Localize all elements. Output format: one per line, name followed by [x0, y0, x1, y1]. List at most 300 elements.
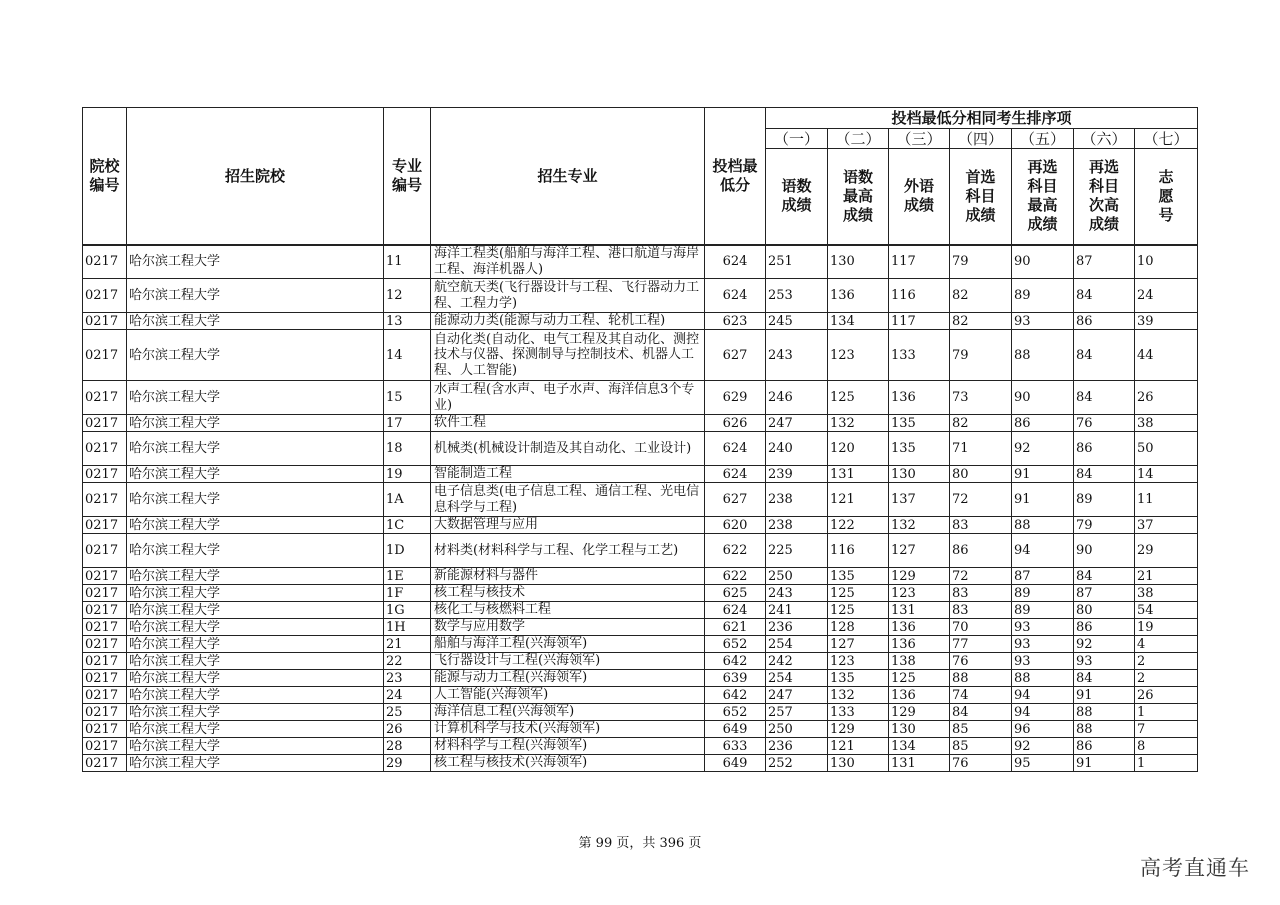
tiebreak-cell: 246: [766, 381, 828, 415]
tiebreak-cell: 50: [1135, 432, 1198, 466]
tiebreak-cell: 254: [766, 636, 828, 653]
min-score-cell: 624: [705, 432, 766, 466]
major-name-cell: 电子信息类(电子信息工程、通信工程、光电信息科学与工程): [431, 483, 705, 517]
major-name-cell: 大数据管理与应用: [431, 517, 705, 534]
major-name-cell: 能源与动力工程(兴海领军): [431, 670, 705, 687]
major-code-cell: 28: [384, 738, 431, 755]
major-name-cell: 航空航天类(飞行器设计与工程、飞行器动力工程、工程力学): [431, 279, 705, 313]
school-code-cell: 0217: [83, 415, 127, 432]
tiebreak-cell: 130: [889, 466, 950, 483]
tiebreak-cell: 250: [766, 568, 828, 585]
tiebreak-cell: 125: [828, 381, 889, 415]
tiebreak-cell: 93: [1012, 636, 1074, 653]
tiebreak-cell: 122: [828, 517, 889, 534]
tiebreak-cell: 132: [889, 517, 950, 534]
tiebreak-cell: 123: [828, 330, 889, 381]
tiebreak-cell: 130: [828, 755, 889, 772]
school-name-cell: 哈尔滨工程大学: [127, 738, 384, 755]
tiebreak-cell: 240: [766, 432, 828, 466]
major-name-cell: 数学与应用数学: [431, 619, 705, 636]
table-body: [83, 245, 1198, 772]
school-name-cell: 哈尔滨工程大学: [127, 534, 384, 568]
major-code-cell: 17: [384, 415, 431, 432]
min-score-cell: 622: [705, 534, 766, 568]
table-row: [83, 585, 1198, 602]
tiebreak-cell: 116: [889, 279, 950, 313]
tiebreak-cell: 90: [1012, 381, 1074, 415]
header-tiebreak-number: （四）: [950, 129, 1012, 149]
tiebreak-cell: 116: [828, 534, 889, 568]
tiebreak-cell: 10: [1135, 245, 1198, 279]
school-name-cell: 哈尔滨工程大学: [127, 602, 384, 619]
header-tiebreak-label: 首选科目成绩: [950, 149, 1012, 245]
tiebreak-cell: 133: [889, 330, 950, 381]
tiebreak-cell: 131: [889, 602, 950, 619]
tiebreak-cell: 76: [1074, 415, 1135, 432]
tiebreak-cell: 26: [1135, 381, 1198, 415]
table-row: [83, 245, 1198, 279]
min-score-cell: 627: [705, 330, 766, 381]
school-code-cell: 0217: [83, 279, 127, 313]
tiebreak-cell: 7: [1135, 721, 1198, 738]
table-row: [83, 568, 1198, 585]
school-code-cell: 0217: [83, 670, 127, 687]
tiebreak-cell: 131: [828, 466, 889, 483]
major-name-cell: 材料类(材料科学与工程、化学工程与工艺): [431, 534, 705, 568]
major-name-cell: 核工程与核技术(兴海领军): [431, 755, 705, 772]
tiebreak-cell: 93: [1012, 313, 1074, 330]
school-code-cell: 0217: [83, 585, 127, 602]
school-name-cell: 哈尔滨工程大学: [127, 568, 384, 585]
major-code-cell: 1F: [384, 585, 431, 602]
major-name-cell: 软件工程: [431, 415, 705, 432]
tiebreak-cell: 91: [1012, 483, 1074, 517]
major-name-cell: 飞行器设计与工程(兴海领军): [431, 653, 705, 670]
major-code-cell: 22: [384, 653, 431, 670]
tiebreak-cell: 82: [950, 313, 1012, 330]
tiebreak-cell: 80: [1074, 602, 1135, 619]
min-score-cell: 625: [705, 585, 766, 602]
tiebreak-cell: 39: [1135, 313, 1198, 330]
admission-score-table: [82, 107, 1198, 772]
tiebreak-cell: 123: [828, 653, 889, 670]
tiebreak-cell: 89: [1012, 602, 1074, 619]
min-score-cell: 652: [705, 636, 766, 653]
school-code-cell: 0217: [83, 466, 127, 483]
tiebreak-cell: 54: [1135, 602, 1198, 619]
header-tiebreak-number: （三）: [889, 129, 950, 149]
school-code-cell: 0217: [83, 483, 127, 517]
major-code-cell: 15: [384, 381, 431, 415]
major-code-cell: 11: [384, 245, 431, 279]
school-code-cell: 0217: [83, 245, 127, 279]
school-name-cell: 哈尔滨工程大学: [127, 585, 384, 602]
tiebreak-cell: 129: [889, 568, 950, 585]
school-code-cell: 0217: [83, 517, 127, 534]
tiebreak-cell: 128: [828, 619, 889, 636]
major-code-cell: 14: [384, 330, 431, 381]
table-row: [83, 381, 1198, 415]
tiebreak-cell: 135: [889, 415, 950, 432]
header-tiebreak-label: 外语成绩: [889, 149, 950, 245]
tiebreak-cell: 91: [1012, 466, 1074, 483]
major-code-cell: 1D: [384, 534, 431, 568]
tiebreak-cell: 19: [1135, 619, 1198, 636]
tiebreak-cell: 86: [1012, 415, 1074, 432]
tiebreak-cell: 243: [766, 330, 828, 381]
major-code-cell: 25: [384, 704, 431, 721]
tiebreak-cell: 247: [766, 687, 828, 704]
school-code-cell: 0217: [83, 534, 127, 568]
school-name-cell: 哈尔滨工程大学: [127, 670, 384, 687]
header-school-name: 招生院校: [127, 108, 384, 245]
min-score-cell: 624: [705, 466, 766, 483]
tiebreak-cell: 137: [889, 483, 950, 517]
header-tiebreak-group: 投档最低分相同考生排序项: [766, 108, 1198, 129]
tiebreak-cell: 225: [766, 534, 828, 568]
school-code-cell: 0217: [83, 619, 127, 636]
school-name-cell: 哈尔滨工程大学: [127, 432, 384, 466]
tiebreak-cell: 125: [828, 585, 889, 602]
major-code-cell: 1H: [384, 619, 431, 636]
min-score-cell: 629: [705, 381, 766, 415]
tiebreak-cell: 138: [889, 653, 950, 670]
tiebreak-cell: 82: [950, 415, 1012, 432]
school-name-cell: 哈尔滨工程大学: [127, 687, 384, 704]
tiebreak-cell: 76: [950, 653, 1012, 670]
min-score-cell: 627: [705, 483, 766, 517]
table-row: [83, 636, 1198, 653]
tiebreak-cell: 85: [950, 721, 1012, 738]
major-code-cell: 23: [384, 670, 431, 687]
tiebreak-cell: 245: [766, 313, 828, 330]
school-name-cell: 哈尔滨工程大学: [127, 653, 384, 670]
tiebreak-cell: 26: [1135, 687, 1198, 704]
tiebreak-cell: 89: [1012, 585, 1074, 602]
tiebreak-cell: 90: [1074, 534, 1135, 568]
major-name-cell: 海洋工程类(船舶与海洋工程、港口航道与海岸工程、海洋机器人): [431, 245, 705, 279]
tiebreak-cell: 253: [766, 279, 828, 313]
tiebreak-cell: 89: [1074, 483, 1135, 517]
major-name-cell: 核工程与核技术: [431, 585, 705, 602]
school-name-cell: 哈尔滨工程大学: [127, 466, 384, 483]
tiebreak-cell: 8: [1135, 738, 1198, 755]
tiebreak-cell: 80: [950, 466, 1012, 483]
tiebreak-cell: 93: [1012, 619, 1074, 636]
tiebreak-cell: 84: [1074, 670, 1135, 687]
major-name-cell: 材料科学与工程(兴海领军): [431, 738, 705, 755]
tiebreak-cell: 14: [1135, 466, 1198, 483]
table-row: [83, 687, 1198, 704]
header-school-code: 院校编号: [83, 108, 127, 245]
major-name-cell: 船舶与海洋工程(兴海领军): [431, 636, 705, 653]
tiebreak-cell: 38: [1135, 415, 1198, 432]
tiebreak-cell: 132: [828, 415, 889, 432]
tiebreak-cell: 236: [766, 738, 828, 755]
header-tiebreak-label: 语数最高成绩: [828, 149, 889, 245]
tiebreak-cell: 87: [1074, 585, 1135, 602]
tiebreak-cell: 71: [950, 432, 1012, 466]
tiebreak-cell: 131: [889, 755, 950, 772]
major-code-cell: 18: [384, 432, 431, 466]
school-code-cell: 0217: [83, 687, 127, 704]
tiebreak-cell: 130: [889, 721, 950, 738]
school-code-cell: 0217: [83, 381, 127, 415]
tiebreak-cell: 11: [1135, 483, 1198, 517]
tiebreak-cell: 136: [889, 636, 950, 653]
school-code-cell: 0217: [83, 636, 127, 653]
tiebreak-cell: 87: [1012, 568, 1074, 585]
header-tiebreak-number: （七）: [1135, 129, 1198, 149]
tiebreak-cell: 93: [1074, 653, 1135, 670]
tiebreak-cell: 242: [766, 653, 828, 670]
tiebreak-cell: 96: [1012, 721, 1074, 738]
tiebreak-cell: 243: [766, 585, 828, 602]
tiebreak-cell: 85: [950, 738, 1012, 755]
header-tiebreak-label: 语数成绩: [766, 149, 828, 245]
table-row: [83, 670, 1198, 687]
table-row: [83, 432, 1198, 466]
min-score-cell: 642: [705, 687, 766, 704]
tiebreak-cell: 133: [828, 704, 889, 721]
tiebreak-cell: 38: [1135, 585, 1198, 602]
tiebreak-cell: 88: [950, 670, 1012, 687]
tiebreak-cell: 84: [1074, 466, 1135, 483]
school-code-cell: 0217: [83, 653, 127, 670]
min-score-cell: 642: [705, 653, 766, 670]
tiebreak-cell: 86: [1074, 738, 1135, 755]
tiebreak-cell: 84: [1074, 279, 1135, 313]
tiebreak-cell: 136: [828, 279, 889, 313]
table-row: [83, 517, 1198, 534]
header-tiebreak-number: （一）: [766, 129, 828, 149]
school-name-cell: 哈尔滨工程大学: [127, 636, 384, 653]
major-name-cell: 能源动力类(能源与动力工程、轮机工程): [431, 313, 705, 330]
school-code-cell: 0217: [83, 755, 127, 772]
min-score-cell: 623: [705, 313, 766, 330]
tiebreak-cell: 37: [1135, 517, 1198, 534]
tiebreak-cell: 90: [1012, 245, 1074, 279]
tiebreak-cell: 251: [766, 245, 828, 279]
major-name-cell: 自动化类(自动化、电气工程及其自动化、测控技术与仪器、探测制导与控制技术、机器人工程、人工智能): [431, 330, 705, 381]
tiebreak-cell: 135: [828, 568, 889, 585]
tiebreak-cell: 238: [766, 483, 828, 517]
tiebreak-cell: 91: [1074, 755, 1135, 772]
header-tiebreak-label: 再选科目最高成绩: [1012, 149, 1074, 245]
tiebreak-cell: 238: [766, 517, 828, 534]
tiebreak-cell: 84: [950, 704, 1012, 721]
tiebreak-cell: 1: [1135, 704, 1198, 721]
tiebreak-cell: 89: [1012, 279, 1074, 313]
tiebreak-cell: 135: [828, 670, 889, 687]
school-code-cell: 0217: [83, 704, 127, 721]
header-min-score: 投档最低分: [705, 108, 766, 245]
table-row: [83, 483, 1198, 517]
header-tiebreak-number: （六）: [1074, 129, 1135, 149]
tiebreak-cell: 117: [889, 245, 950, 279]
table-row: [83, 704, 1198, 721]
watermark-text: 高考直通车: [1140, 856, 1250, 880]
min-score-cell: 652: [705, 704, 766, 721]
tiebreak-cell: 94: [1012, 687, 1074, 704]
tiebreak-cell: 79: [1074, 517, 1135, 534]
major-code-cell: 13: [384, 313, 431, 330]
school-code-cell: 0217: [83, 568, 127, 585]
tiebreak-cell: 121: [828, 738, 889, 755]
major-code-cell: 24: [384, 687, 431, 704]
major-code-cell: 21: [384, 636, 431, 653]
tiebreak-cell: 129: [828, 721, 889, 738]
table-row: [83, 415, 1198, 432]
tiebreak-cell: 86: [950, 534, 1012, 568]
header-tiebreak-number: （二）: [828, 129, 889, 149]
header-major-name: 招生专业: [431, 108, 705, 245]
tiebreak-cell: 132: [828, 687, 889, 704]
tiebreak-cell: 72: [950, 568, 1012, 585]
tiebreak-cell: 4: [1135, 636, 1198, 653]
page-number: 第 99 页，共 396 页: [578, 836, 702, 851]
tiebreak-cell: 29: [1135, 534, 1198, 568]
tiebreak-cell: 127: [889, 534, 950, 568]
table-row: [83, 279, 1198, 313]
table-row: [83, 534, 1198, 568]
table-row: [83, 602, 1198, 619]
major-code-cell: 1G: [384, 602, 431, 619]
tiebreak-cell: 252: [766, 755, 828, 772]
tiebreak-cell: 76: [950, 755, 1012, 772]
tiebreak-cell: 83: [950, 602, 1012, 619]
tiebreak-cell: 92: [1012, 432, 1074, 466]
major-code-cell: 19: [384, 466, 431, 483]
table-row: [83, 738, 1198, 755]
tiebreak-cell: 129: [889, 704, 950, 721]
tiebreak-cell: 2: [1135, 670, 1198, 687]
school-code-cell: 0217: [83, 313, 127, 330]
table-row: [83, 313, 1198, 330]
tiebreak-cell: 247: [766, 415, 828, 432]
tiebreak-cell: 24: [1135, 279, 1198, 313]
tiebreak-cell: 250: [766, 721, 828, 738]
table-row: [83, 721, 1198, 738]
min-score-cell: 621: [705, 619, 766, 636]
tiebreak-cell: 74: [950, 687, 1012, 704]
header-major-code: 专业编号: [384, 108, 431, 245]
school-code-cell: 0217: [83, 330, 127, 381]
tiebreak-cell: 70: [950, 619, 1012, 636]
header-tiebreak-number: （五）: [1012, 129, 1074, 149]
school-name-cell: 哈尔滨工程大学: [127, 313, 384, 330]
major-name-cell: 水声工程(含水声、电子水声、海洋信息3个专业): [431, 381, 705, 415]
tiebreak-cell: 123: [889, 585, 950, 602]
tiebreak-cell: 91: [1074, 687, 1135, 704]
tiebreak-cell: 88: [1012, 330, 1074, 381]
min-score-cell: 620: [705, 517, 766, 534]
tiebreak-cell: 44: [1135, 330, 1198, 381]
tiebreak-cell: 72: [950, 483, 1012, 517]
min-score-cell: 624: [705, 245, 766, 279]
tiebreak-cell: 94: [1012, 704, 1074, 721]
major-code-cell: 1C: [384, 517, 431, 534]
table-header: [83, 108, 1198, 245]
tiebreak-cell: 134: [828, 313, 889, 330]
school-code-cell: 0217: [83, 602, 127, 619]
tiebreak-cell: 88: [1074, 721, 1135, 738]
min-score-cell: 626: [705, 415, 766, 432]
tiebreak-cell: 125: [828, 602, 889, 619]
school-name-cell: 哈尔滨工程大学: [127, 381, 384, 415]
major-code-cell: 1E: [384, 568, 431, 585]
min-score-cell: 649: [705, 755, 766, 772]
tiebreak-cell: 241: [766, 602, 828, 619]
school-code-cell: 0217: [83, 432, 127, 466]
tiebreak-cell: 135: [889, 432, 950, 466]
tiebreak-cell: 82: [950, 279, 1012, 313]
major-code-cell: 1A: [384, 483, 431, 517]
tiebreak-cell: 77: [950, 636, 1012, 653]
major-name-cell: 计算机科学与技术(兴海领军): [431, 721, 705, 738]
tiebreak-cell: 84: [1074, 381, 1135, 415]
min-score-cell: 624: [705, 602, 766, 619]
min-score-cell: 624: [705, 279, 766, 313]
major-name-cell: 新能源材料与器件: [431, 568, 705, 585]
school-name-cell: 哈尔滨工程大学: [127, 755, 384, 772]
min-score-cell: 633: [705, 738, 766, 755]
tiebreak-cell: 21: [1135, 568, 1198, 585]
header-tiebreak-label: 志愿号: [1135, 149, 1198, 245]
table-row: [83, 755, 1198, 772]
tiebreak-cell: 257: [766, 704, 828, 721]
school-name-cell: 哈尔滨工程大学: [127, 245, 384, 279]
tiebreak-cell: 134: [889, 738, 950, 755]
table-row: [83, 653, 1198, 670]
tiebreak-cell: 86: [1074, 619, 1135, 636]
tiebreak-cell: 88: [1074, 704, 1135, 721]
school-code-cell: 0217: [83, 721, 127, 738]
tiebreak-cell: 117: [889, 313, 950, 330]
school-name-cell: 哈尔滨工程大学: [127, 279, 384, 313]
major-name-cell: 人工智能(兴海领军): [431, 687, 705, 704]
table-row: [83, 330, 1198, 381]
tiebreak-cell: 125: [889, 670, 950, 687]
tiebreak-cell: 88: [1012, 670, 1074, 687]
tiebreak-cell: 136: [889, 381, 950, 415]
school-name-cell: 哈尔滨工程大学: [127, 330, 384, 381]
school-name-cell: 哈尔滨工程大学: [127, 619, 384, 636]
min-score-cell: 639: [705, 670, 766, 687]
major-name-cell: 智能制造工程: [431, 466, 705, 483]
school-name-cell: 哈尔滨工程大学: [127, 704, 384, 721]
major-name-cell: 机械类(机械设计制造及其自动化、工业设计): [431, 432, 705, 466]
min-score-cell: 649: [705, 721, 766, 738]
major-code-cell: 29: [384, 755, 431, 772]
tiebreak-cell: 86: [1074, 432, 1135, 466]
tiebreak-cell: 136: [889, 687, 950, 704]
major-code-cell: 12: [384, 279, 431, 313]
school-name-cell: 哈尔滨工程大学: [127, 721, 384, 738]
tiebreak-cell: 86: [1074, 313, 1135, 330]
tiebreak-cell: 83: [950, 585, 1012, 602]
tiebreak-cell: 136: [889, 619, 950, 636]
tiebreak-cell: 84: [1074, 568, 1135, 585]
school-name-cell: 哈尔滨工程大学: [127, 483, 384, 517]
tiebreak-cell: 127: [828, 636, 889, 653]
tiebreak-cell: 84: [1074, 330, 1135, 381]
tiebreak-cell: 95: [1012, 755, 1074, 772]
major-name-cell: 核化工与核燃料工程: [431, 602, 705, 619]
tiebreak-cell: 2: [1135, 653, 1198, 670]
major-code-cell: 26: [384, 721, 431, 738]
tiebreak-cell: 73: [950, 381, 1012, 415]
